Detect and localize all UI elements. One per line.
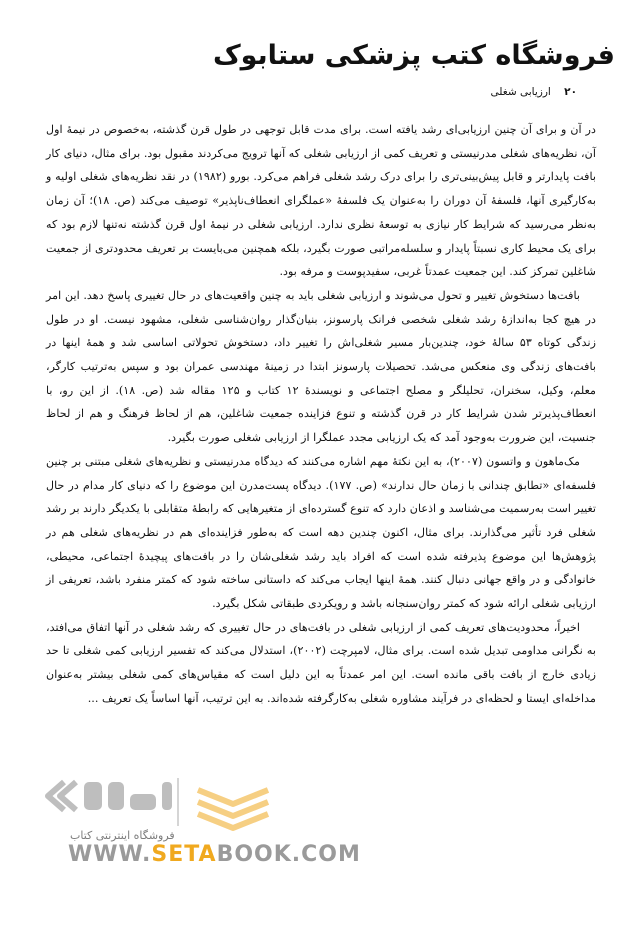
paragraph: مک‌ماهون و واتسون (۲۰۰۷)، به این نکتهٔ مهم اشاره می‌کنند که دیدگاه مدرنیستی و نظریه‌های شغلی مبتنی بر چنین فلسفه‌ای «تطابق چندانی با زمان حال ندارند» (ص. ۱۷۷). دیدگاه پست‌مدرن این موضوع را که دنیای کار مدام در حال تغییر است به‌رسمیت می‌شناسد و اذعان دارد که تنوع گسترده‌ای از متغیرهایی که رابطهٔ متقابلی با یکدیگر دارند بر رشد شغلی فرد تأثیر می‌گذارند. برای مثال، اکنون چندین دهه است که به‌طور فزاینده‌ای هم در نظریه‌های شغلی هم در پژوهش‌ها این موضوع پذیرفته شده است که افراد باید رشد شغلی‌شان را در بافت‌های پیچیدهٔ اجتماعی، محیطی، خانوادگی و در واقع جهانی دنبال کنند. همهٔ اینها ایجاب می‌کند که داستانی ساخته شود که کمتر منفرد باشد، تعریفی از ارزیابی شغلی ارائه شود که کمتر روان‌سنجانه باشد و رویکردی طبقاتی شکل بگیرد.: [46, 454, 596, 611]
setabook-url: WWW.SETABOOK.COM: [68, 842, 361, 867]
paragraph: بافت‌ها دستخوش تغییر و تحول می‌شوند و ارزیابی شغلی باید به چنین واقعیت‌های در حال تغییری پاسخ دهد. این امر در هیچ کجا به‌اندازهٔ رشد شغلی شخصی فرانک پارسونز، بنیان‌گذار روان‌شناسی شغلی، مشهود نیست. او در طول زندگی کوتاه ۵۳ سالهٔ خود، چندین‌بار مسیر شغلی‌اش را تغییر داد، دستخوش تحولاتی اساسی شد و همهٔ اینها در بافت‌های زندگی وی منعکس می‌شد. تحصیلات پارسونز ابتدا در زمینهٔ مهندسی عمران بود و سپس به‌ترتیب کارگر، معلم، وکیل، سخنران، تحلیلگر و مصلح اجتماعی و نویسندهٔ ۱۲ کتاب و ۱۲۵ مقاله شد (ص. ۱۸). از این رو، با انعطاف‌پذیرتر شدن شرایط کار در قرن گذشته و تنوع فزاینده جمعیت شاغلین، هم از لحاظ فرهنگ و هم از لحاظ جنسیت، این ضرورت به‌وجود آمد که یک ارزیابی مجدد عملگرا از ارزیابی شغلی صورت بگیرد.: [46, 288, 596, 445]
setabook-tagline: فروشگاه اینترنتی کتاب: [70, 829, 175, 842]
body-text: [46, 118, 596, 711]
page-number: ۲۰: [564, 86, 577, 98]
running-header: [491, 86, 577, 98]
paragraph: اخیراً، محدودیت‌های تعریف کمی از ارزیابی شغلی در بافت‌های در حال تغییری که رشد شغلی در آنها اتفاق می‌افتد، به نگرانی مداومی تبدیل شده است. برای مثال، لامپرچت (۲۰۰۲)، استدلال می‌کند که تفسیر ارزیابی کمی شغلی تا حد زیادی خارج از بافت باقی مانده است. این امر عمدتاً به این دلیل است که مقیاس‌های کمی شغلی بیشتر به‌عنوان مداخله‌ای ایستا و لحظه‌ای در فرآیند مشاوره شغلی به‌کارگرفته شده‌اند. به این ترتیب، آنها اساساً یک تعریف ...: [46, 620, 596, 705]
running-title: ارزیابی شغلی: [490, 86, 551, 98]
store-title: فروشگاه کتب پزشکی ستابوک: [212, 40, 615, 71]
paragraph: در آن و برای آن چنین ارزیابی‌ای رشد یافته است. برای مدت قابل توجهی در طول قرن گذشته، به‌خصوص در نیمهٔ اول آن، نظریه‌های شغلی مدرنیستی و تعریف کمی از ارزیابی شغلی که آنها ترویج می‌کردند مقبول بود. برای مثال، دنیای کار بافت پایدارتر و قابل پیش‌بینی‌تری را برای درک رشد شغلی فراهم می‌کرد. بورو (۱۹۸۲) در نقد نظریه‌های شغلی اولیه و به‌کارگیری آنها، فلسفهٔ آن دوران را به‌عنوان یک فلسفهٔ «عملگرای انعطاف‌ناپذیر» توصیف می‌کند (ص. ۱۸)؛ آن زمان به‌نظر می‌رسید که شرایط کار نیازی به توسعهٔ نظری ندارد. ارزیابی شغلی در نیمهٔ اول قرن گذشته نه‌تنها لازم بود که برای یک محیط کاری نسبتاً پایدار و سلسله‌مراتبی صورت بگیرد، بلکه همچنین می‌بایست بر تعریف محدودتری از جمعیت شاغلین تمرکز کند. این جمعیت عمدتاً غربی، سفیدپوست و مرفه بود.: [46, 123, 596, 279]
